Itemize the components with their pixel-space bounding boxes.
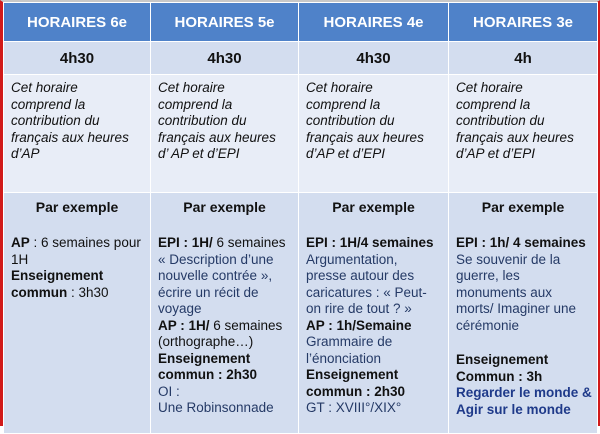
ap-line <box>11 235 145 252</box>
note-line: contribution du <box>456 113 545 128</box>
note-6e <box>4 75 151 193</box>
hours-4e: 4h30 <box>299 42 449 75</box>
ap-detail: (orthographe…) <box>158 334 254 349</box>
epi-desc-line: monuments aux <box>456 284 553 300</box>
ap-detail: Grammaire de <box>306 334 393 349</box>
enseignement-line <box>11 285 145 302</box>
spacer <box>456 334 592 352</box>
commun-label: commun <box>11 284 68 300</box>
oi-text: Une Robinsonnade <box>158 400 274 415</box>
example-6e <box>4 193 151 434</box>
epi-desc-line: on rire de tout ? » <box>306 301 412 316</box>
epi-desc-line: « Description d’une <box>158 251 274 267</box>
hours-6e: 4h30 <box>4 42 151 75</box>
example-title: Par exemple <box>35 199 119 215</box>
ap-label: AP : 1h/Semaine <box>306 317 412 333</box>
note-line: français aux heures <box>456 129 574 145</box>
oi-label: OI : <box>158 383 180 399</box>
ap-line-2: 1H <box>11 251 29 267</box>
note-line: contribution du <box>11 113 100 128</box>
epi-desc-line: cérémonie <box>456 317 520 333</box>
note-line: d’AP <box>11 146 40 161</box>
commun-label: commun : 2h30 <box>306 383 406 399</box>
example-title: Par exemple <box>332 199 415 215</box>
example-row <box>4 193 598 434</box>
commun-label: commun : 2h30 <box>158 367 258 382</box>
epi-line <box>158 235 293 252</box>
commun-label: Commun : 3h <box>456 368 543 384</box>
theme-line: Regarder le monde & <box>456 385 592 400</box>
example-4e <box>299 193 449 434</box>
note-line: d’ AP et d’EPI <box>158 146 240 161</box>
note-line: d’AP et d’EPI <box>456 146 536 161</box>
note-5e <box>151 75 299 193</box>
epi-desc-line: voyage <box>158 301 202 316</box>
note-line: d’AP et d’EPI <box>306 146 386 161</box>
example-5e <box>151 193 299 434</box>
enseignement-label: Enseignement <box>158 350 251 366</box>
header-6e: HORAIRES 6e <box>4 3 151 42</box>
header-row <box>4 3 598 42</box>
epi-desc-line: écrire un récit de <box>158 284 259 300</box>
note-line: français aux heures <box>306 129 424 145</box>
enseignement-label: Enseignement <box>456 352 549 367</box>
hours-3e: 4h <box>449 42 598 75</box>
epi-desc-line: nouvelle contrée », <box>158 268 273 283</box>
example-title: Par exemple <box>481 199 565 215</box>
note-line: comprend la <box>456 96 531 112</box>
note-row <box>4 75 598 193</box>
note-line: français aux heures <box>158 129 276 145</box>
header-5e: HORAIRES 5e <box>151 3 299 42</box>
ap-text: 6 semaines <box>209 317 283 333</box>
schedule-table <box>3 2 598 434</box>
example-title: Par exemple <box>183 199 266 215</box>
note-line: comprend la <box>11 96 86 112</box>
note-line: contribution du <box>306 113 395 128</box>
enseignement-label: Enseignement <box>11 268 104 283</box>
note-line: Cet horaire <box>11 80 78 95</box>
hours-5e: 4h30 <box>151 42 299 75</box>
epi-desc-line: Argumentation, <box>306 251 398 267</box>
epi-desc-line: Se souvenir de la <box>456 251 561 267</box>
note-line: Cet horaire <box>306 80 373 95</box>
epi-label: EPI : 1H/ <box>158 235 213 250</box>
ap-line <box>158 318 293 335</box>
ap-label: AP <box>11 235 30 250</box>
epi-text: 6 semaines <box>212 235 286 250</box>
epi-desc-line: morts/ Imaginer une <box>456 301 577 316</box>
ap-text: : 6 semaines pour <box>29 235 141 250</box>
ap-label: AP : 1H/ <box>158 317 210 333</box>
header-3e: HORAIRES 3e <box>449 3 598 42</box>
hours-row <box>4 42 598 75</box>
note-line: Cet horaire <box>158 80 225 95</box>
header-4e: HORAIRES 4e <box>299 3 449 42</box>
note-line: Cet horaire <box>456 80 523 95</box>
note-4e <box>299 75 449 193</box>
epi-desc-line: caricatures : « Peut- <box>306 284 427 300</box>
epi-label: EPI : 1h/ 4 semaines <box>456 235 586 250</box>
note-line: contribution du <box>158 113 247 128</box>
note-3e <box>449 75 598 193</box>
note-line: comprend la <box>306 96 381 112</box>
epi-label: EPI : 1H/4 semaines <box>306 235 434 250</box>
note-line: français aux heures <box>11 129 129 145</box>
gt-text: GT : XVIII°/XIX° <box>306 400 402 415</box>
note-line: comprend la <box>158 96 233 112</box>
theme-line: Agir sur le monde <box>456 401 571 417</box>
epi-desc-line: guerre, les <box>456 268 520 283</box>
commun-value: : 3h30 <box>67 284 109 300</box>
enseignement-label: Enseignement <box>306 367 399 382</box>
example-3e <box>449 193 598 434</box>
epi-desc-line: presse autour des <box>306 268 415 283</box>
ap-detail: l’énonciation <box>306 350 382 366</box>
